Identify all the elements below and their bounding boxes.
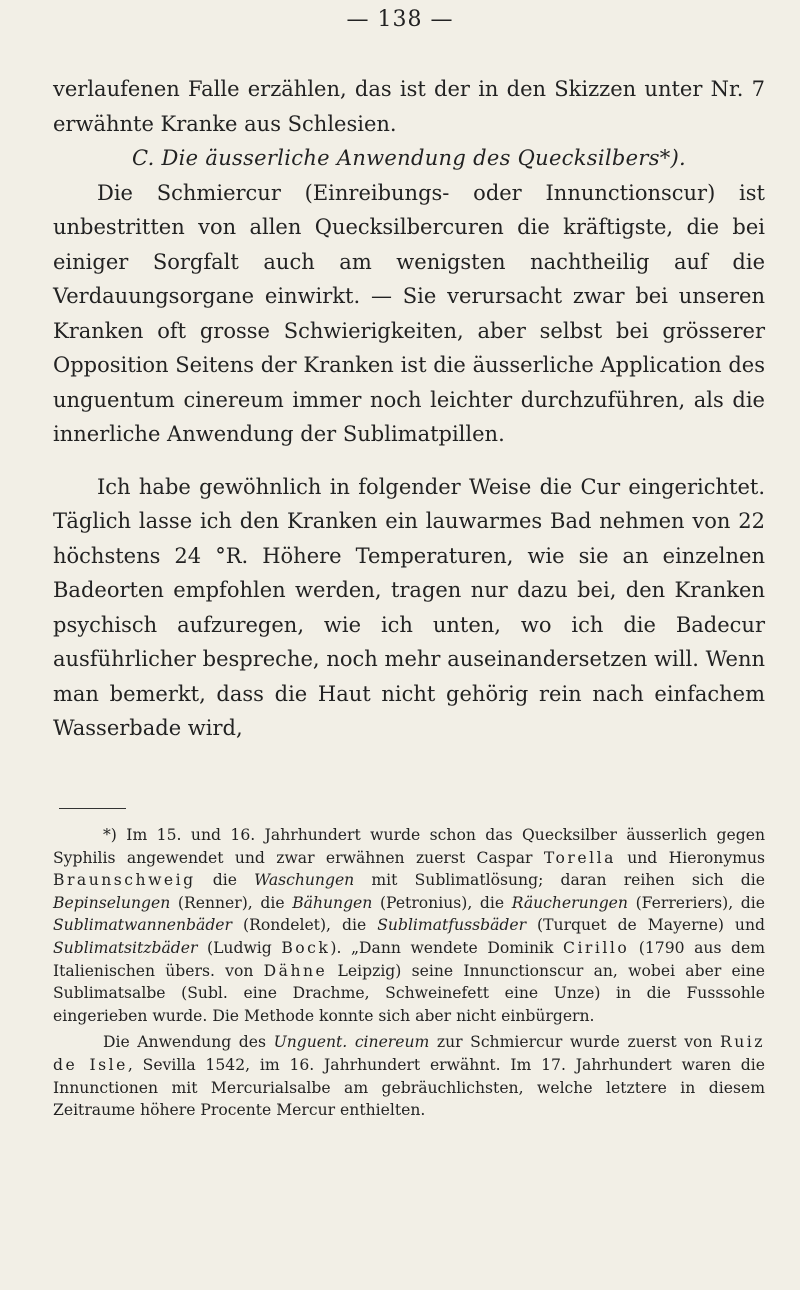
method-term: Sublimatsitzbäder <box>53 938 198 957</box>
footnote-unguentum: Die Anwendung des Unguent. cinereum zur Schmiercur wurde zuerst von Ruiz de Isle, Sevilla 1542, im 16. Jahrhundert erwähnt. Im 17. Jahrhundert waren die Innunctionen mit Mercurialsalbe am gebräuchlichsten, welche letztere in diesem Zeitraume höhere Procente Mercur enthielten. <box>53 1033 765 1120</box>
author-name: Bock <box>281 938 331 957</box>
method-term: Bepinselungen <box>53 893 171 912</box>
method-term: Unguent. cinereum <box>273 1033 430 1052</box>
author-name: Dähne <box>263 961 328 980</box>
method-term: Räucherungen <box>511 893 628 912</box>
method-term: Sublimatwannenbäder <box>53 916 232 935</box>
main-text <box>53 72 765 746</box>
method-term: Sublimatfussbäder <box>377 916 527 935</box>
author-name: Torella <box>543 848 616 867</box>
paragraph-cur-method: Ich habe gewöhnlich in folgender Weise die Cur eingerichtet. Täglich lasse ich den Kranken ein lauwarmes Bad nehmen von 22 höchstens 24 °R. Höhere Temperaturen, wie sie an einzelnen Badeorten empfohlen werden, tragen nur dazu bei, den Kranken psychisch aufzuregen, wie ich unten, wo ich die Badecur ausführlicher bespreche, noch mehr auseinandersetzen will. Wenn man bemerkt, dass die Haut nicht gehörig rein nach einfachem Wasserbade wird, <box>53 474 765 740</box>
author-name: Ruiz de Isle <box>53 1033 765 1074</box>
paragraph-schmiercur: Die Schmiercur (Einreibungs- oder Innunctionscur) ist unbestritten von allen Quecksilbercuren die kräftigste, die bei einiger Sorgfalt auch am wenigsten nachtheilig auf die Verdauungsorgane einwirkt. — Sie verursacht zwar bei unseren Kranken oft grosse Schwierigkeiten, aber selbst bei grösserer Opposition Seitens der Kranken ist die äusserliche Application des unguentum cinereum immer noch leichter durchzuführen, als die innerliche Anwendung der Sublimatpillen. <box>53 180 765 446</box>
footnote-divider <box>59 808 126 809</box>
paragraph-continuation: verlaufenen Falle erzählen, das ist der in den Skizzen unter Nr. 7 erwähnte Kranke aus Schlesien. <box>53 77 765 136</box>
method-term: Waschungen <box>254 871 355 890</box>
footnote-history: *) Im 15. und 16. Jahrhundert wurde schon das Quecksilber äusserlich gegen Syphilis angewendet und zwar erwähnen zuerst Caspar Torella und Hieronymus Braunschweig die Waschungen mit Sublimatlösung; daran reihen sich die Bepinselungen (Renner), die Bähungen (Petronius), die Räucherungen (Ferreriers), die Sublimatwannenbäder (Rondelet), die Sublimatfussbäder (Turquet de Mayerne) und Sublimatsitzbäder (Ludwig Bock). „Dann wendete Dominik Cirillo (1790 aus dem Italienischen übers. von Dähne Leipzig) seine Innunctionscur an, wobei aber eine Sublimatsalbe (Subl. eine Drachme, Schweinefett eine Unze) in die Fusssohle eingerieben wurde. Die Methode konnte sich aber nicht einbürgern. <box>53 826 766 1025</box>
section-heading: C. Die äusserliche Anwendung des Quecksilbers*). <box>131 146 687 170</box>
method-term: Bähungen <box>292 893 373 912</box>
author-name: Cirillo <box>563 938 630 957</box>
page-number: — 138 — <box>346 7 454 32</box>
author-name: Braunschweig <box>53 871 196 890</box>
footnotes <box>53 824 765 1122</box>
